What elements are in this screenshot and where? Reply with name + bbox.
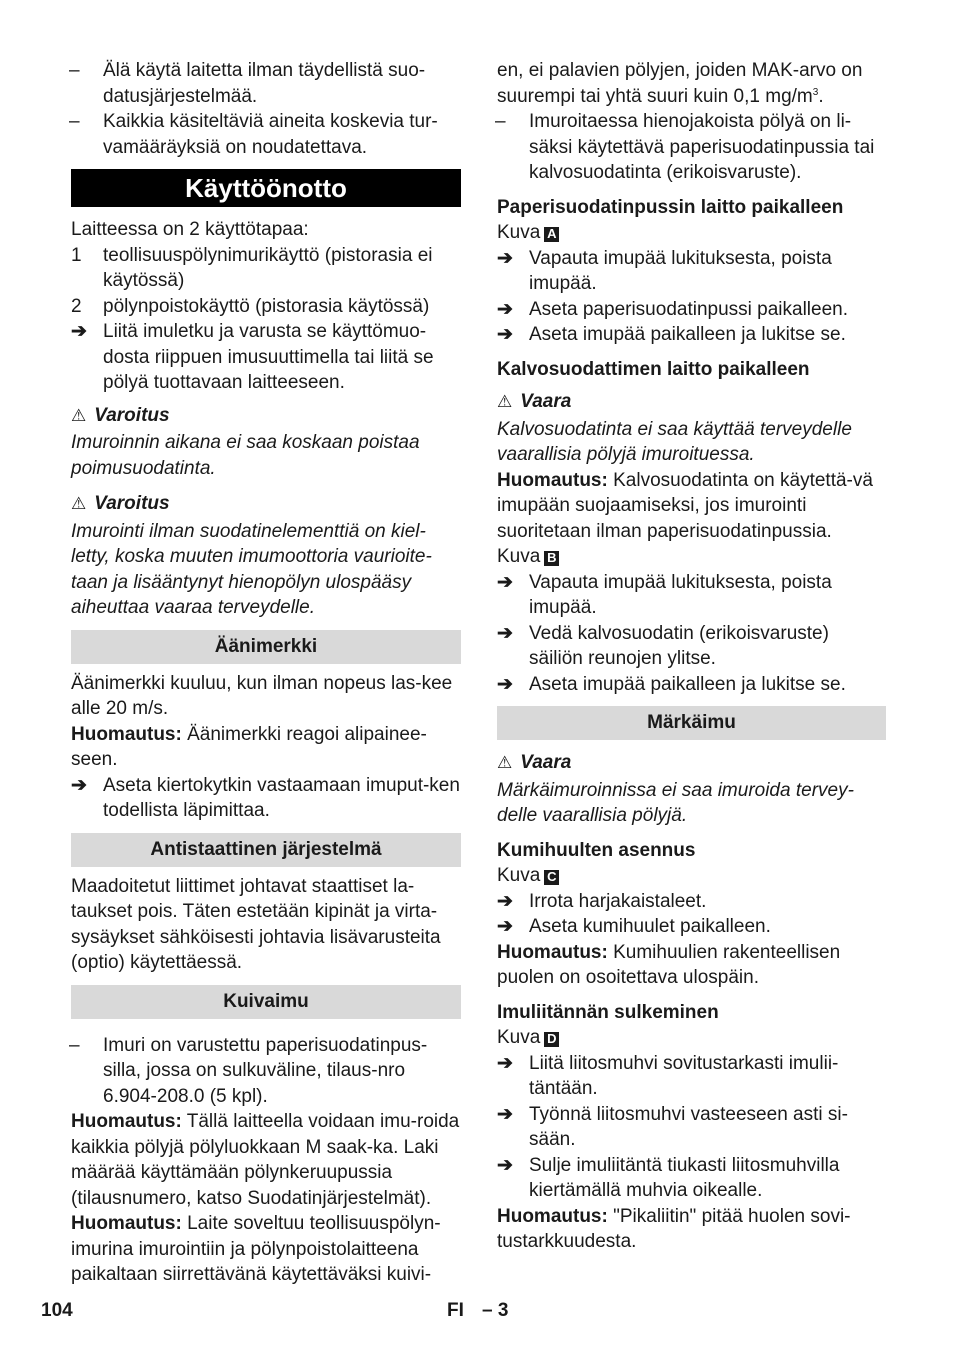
figure-ref: Kuva D: [497, 1025, 886, 1051]
list-item: – Kaikkia käsiteltäviä aineita koskevia tur-vamääräyksiä on noudatettava.: [69, 111, 438, 158]
arrow-icon: ➔: [497, 298, 513, 320]
note: Huomautus: Tällä laitteella voidaan imu-roida kaikkia pölyjä pölyluokkaan M saak-ka. Laki määrää käyttämään pölynkeruupussia (tilausnumero, katso Suodatinjärjestelmät).: [71, 1111, 460, 1209]
figure-label: D: [544, 1032, 559, 1047]
list-item: – Imuroitaessa hienojakoista pölyä on li-säksi käytettävä paperisuodatinpussia tai kalvosuodatinta (erikoisvaruste).: [495, 111, 875, 183]
danger-text: Märkäimuroinnissa ei saa imuroida tervey-delle vaarallisia pölyjä.: [497, 779, 854, 826]
step-item: ➔ Liitä imuletku ja varusta se käyttömuo-dosta riippuen imusuuttimella tai liitä se pölyä tuottavaan laitteeseen.: [71, 321, 434, 393]
figure-ref: Kuva B: [497, 544, 886, 570]
figure-ref: Kuva A: [497, 220, 886, 246]
note: Huomautus: Kumihuulien rakenteellisen puolen on osoitettava ulospäin.: [497, 941, 841, 988]
note: Huomautus: Äänimerkki reagoi alipainee-seen.: [71, 723, 427, 770]
figure-label: B: [544, 551, 559, 566]
footer-language: FI: [447, 1300, 464, 1321]
warning-icon: ⚠: [497, 392, 513, 411]
subsection-title: Äänimerkki: [71, 630, 461, 664]
section-title: Käyttöönotto: [71, 169, 461, 207]
left-column: [71, 58, 461, 1288]
subheading: Kumihuulten asennus: [497, 839, 696, 861]
warning-icon: ⚠: [71, 405, 87, 425]
arrow-icon: ➔: [497, 890, 513, 912]
step-item: ➔ Aseta paperisuodatinpussi paikalleen.: [497, 297, 886, 323]
subheading: Imuliitännän sulkeminen: [497, 1001, 719, 1023]
subsection-title: Antistaattinen järjestelmä: [71, 833, 461, 867]
arrow-icon: ➔: [497, 622, 513, 644]
step-item: ➔ Vedä kalvosuodatin (erikoisvaruste) säiliön reunojen ylitse.: [497, 622, 829, 669]
arrow-icon: ➔: [71, 774, 87, 796]
figure-label: C: [544, 870, 559, 885]
arrow-icon: ➔: [497, 916, 513, 937]
right-column: [497, 58, 886, 1255]
step-item: ➔ Aseta imupää paikalleen ja lukitse se.: [497, 322, 886, 348]
paragraph: Äänimerkki kuuluu, kun ilman nopeus las-kee alle 20 m/s.: [71, 672, 453, 719]
danger-text: Kalvosuodatinta ei saa käyttää terveydelle vaarallisia pölyjä imuroituessa.: [497, 418, 852, 465]
subheading: Kalvosuodattimen laitto paikalleen: [497, 358, 810, 380]
paragraph: en, ei palavien pölyjen, joiden MAK-arvo on suurempi tai yhtä suuri kuin 0,1 $mg/m^3$.: [497, 60, 863, 107]
step-item: ➔ Työnnä liitosmuhvi vasteeseen asti si-sään.: [497, 1103, 848, 1150]
step-item: ➔ Liitä liitosmuhvi sovitustarkasti imulii-täntään.: [497, 1052, 839, 1099]
list-item: 1 teollisuuspölynimurikäyttö (pistorasia ei käytössä): [71, 244, 433, 291]
arrow-icon: ➔: [71, 321, 87, 342]
arrow-icon: ➔: [497, 673, 513, 695]
step-item: ➔ Aseta kiertokytkin vastaamaan imuput-ken todellista läpimittaa.: [71, 774, 460, 821]
step-item: ➔ Sulje imuliitäntä tiukasti liitosmuhvilla kiertämällä muhvia oikealle.: [497, 1154, 840, 1201]
subsection-title: Märkäimu: [497, 706, 886, 740]
step-item: ➔ Irrota harjakaistaleet.: [497, 889, 886, 915]
arrow-icon: ➔: [497, 1052, 513, 1074]
arrow-icon: ➔: [497, 1103, 513, 1125]
subsection-title: Kuivaimu: [71, 985, 461, 1019]
arrow-icon: ➔: [497, 247, 513, 269]
danger-heading: ⚠ Vaara: [497, 752, 572, 773]
step-item: ➔ Aseta imupää paikalleen ja lukitse se.: [497, 672, 886, 698]
list-item: – Älä käytä laitetta ilman täydellistä suo-datusjärjestelmää.: [69, 60, 426, 107]
modes-intro: Laitteessa on 2 käyttötapaa:: [71, 219, 309, 240]
warning-text: Imurointi ilman suodatinelementtiä on kiel-letty, koska muuten imumoottoria vaurioite-taan ja lisääntynyt hienopölyn ulospääsy aiheuttaa vaaraa terveydelle.: [71, 520, 432, 618]
warning-heading: ⚠ Varoitus: [71, 493, 170, 514]
figure-label: A: [544, 227, 559, 242]
danger-heading: ⚠ Vaara: [497, 391, 572, 412]
arrow-icon: ➔: [497, 571, 513, 593]
note: Huomautus: Laite soveltuu teollisuuspölyn-imurina imurointiin ja pölynpoistolaitteena paikaltaan siirrettävänä käytettäväksi kuivi-: [71, 1213, 441, 1285]
subheading: Paperisuodatinpussin laitto paikalleen: [497, 196, 844, 218]
step-item: ➔ Vapauta imupää lukituksesta, poista imupää.: [497, 571, 832, 618]
arrow-icon: ➔: [497, 1154, 513, 1176]
figure-ref: Kuva C: [497, 863, 886, 889]
paragraph: Maadoitetut liittimet johtavat staattiset la-taukset pois. Täten estetään kipinät ja virta-sysäykset sähköisesti johtavia lisävarusteita (optio) käytettäessä.: [71, 875, 441, 973]
list-item: – Imuri on varustettu paperisuodatinpus-silla, jossa on sulkuväline, tilaus-nro 6.904-208.0 (5 kpl).: [69, 1034, 428, 1107]
warning-icon: ⚠: [71, 494, 87, 513]
step-item: ➔ Aseta kumihuulet paikalleen.: [497, 914, 886, 940]
note: Huomautus: "Pikaliitin" pitää huolen sovi-tustarkkuudesta.: [497, 1205, 851, 1252]
step-item: ➔ Vapauta imupää lukituksesta, poista imupää.: [497, 247, 832, 294]
list-item: 2 pölynpoistokäyttö (pistorasia käytössä): [71, 295, 430, 317]
warning-icon: ⚠: [497, 753, 513, 772]
footer-subpage: – 3: [482, 1300, 509, 1321]
page-number: 104: [41, 1300, 73, 1321]
note: Huomautus: Kalvosuodatinta on käytettä-vä imupään suojaamiseksi, jos imurointi suoritetaan ilman paperisuodatinpussia.: [497, 469, 873, 542]
warning-text: Imuroinnin aikana ei saa koskaan poistaa poimusuodatinta.: [71, 432, 420, 479]
arrow-icon: ➔: [497, 324, 513, 345]
warning-heading: ⚠ Varoitus: [71, 404, 170, 426]
